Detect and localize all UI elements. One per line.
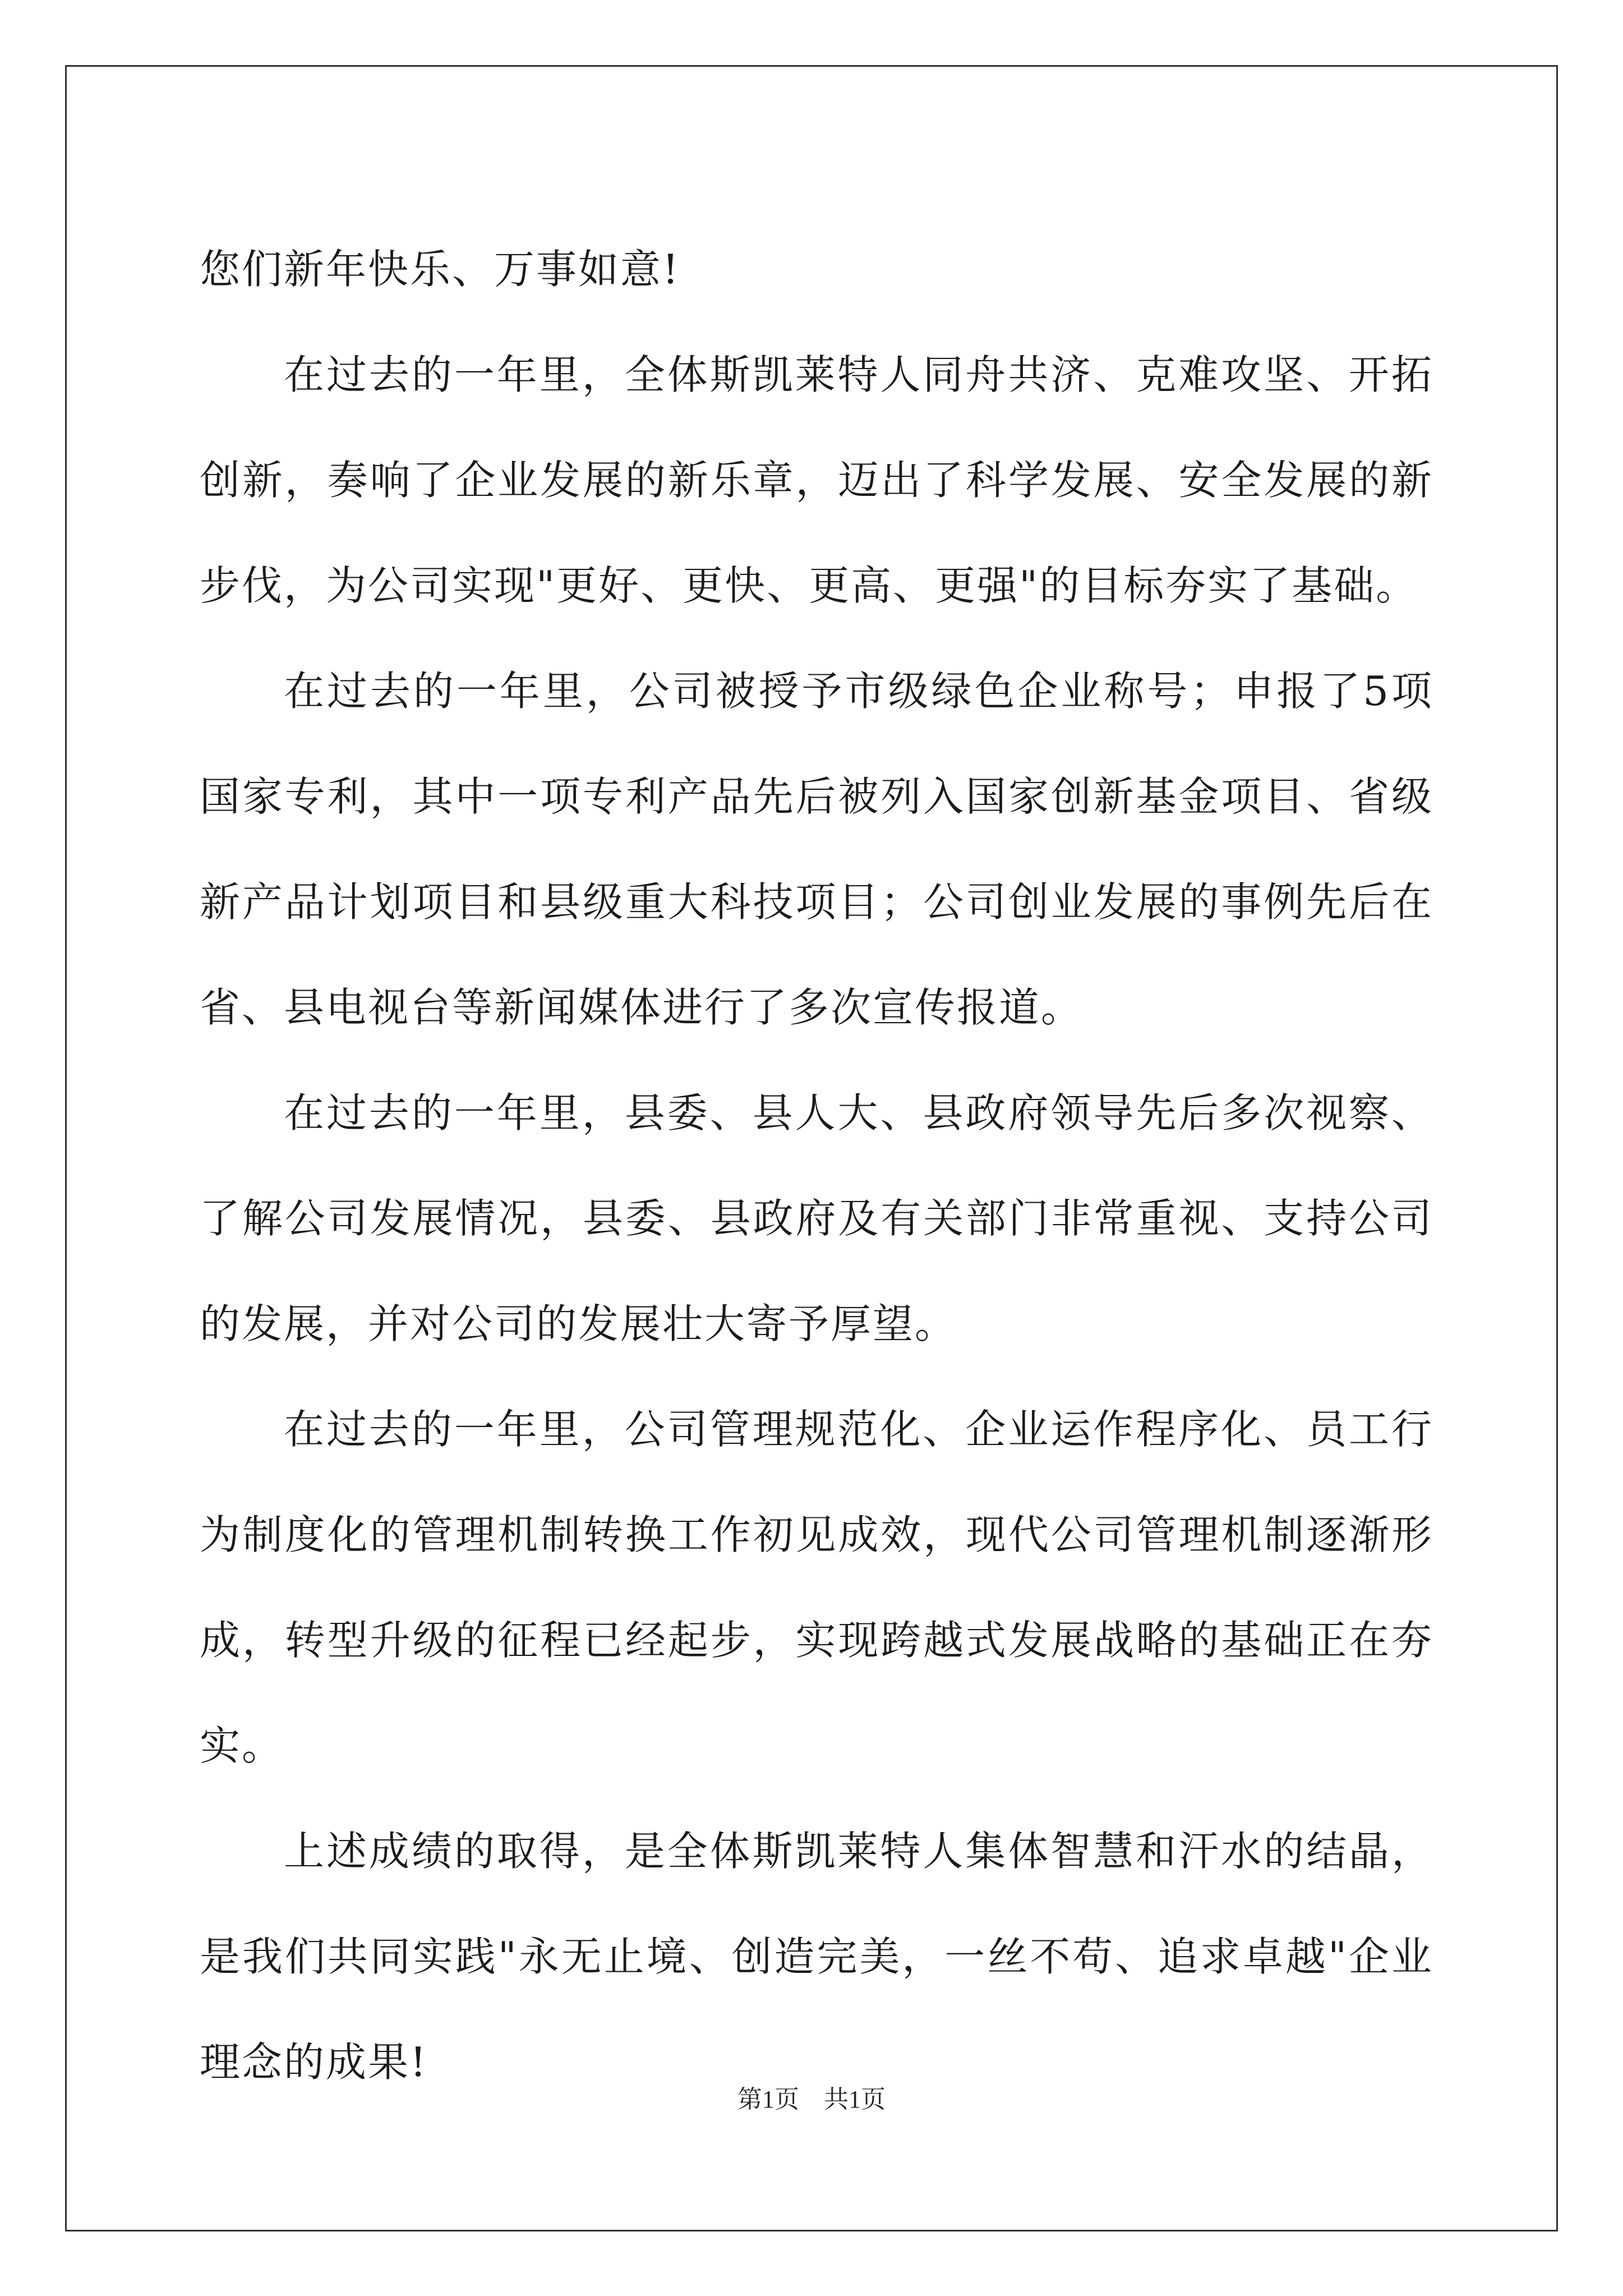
paragraph-government-support: 在过去的一年里，县委、县人大、县政府领导先后多次视察、了解公司发展情况，县委、县政府及有关部门非常重视、支持公司的发展，并对公司的发展壮大寄予厚望。	[200, 1089, 1433, 1347]
paragraph-management-reform: 在过去的一年里，公司管理规范化、企业运作程序化、员工行为制度化的管理机制转换工作初见成效，现代公司管理机制逐渐形成，转型升级的征程已经起步，实现跨越式发展战略的基础正在夯实。	[200, 1406, 1433, 1769]
document-body	[200, 217, 1433, 2115]
page-number-footer: 第1页 共1页	[737, 2086, 886, 2113]
paragraph-achievements-overview: 在过去的一年里，全体斯凯莱特人同舟共济、克难攻坚、开拓创新，奏响了企业发展的新乐章，迈出了科学发展、安全发展的新步伐，为公司实现"更好、更快、更高、更强"的目标夯实了基础。	[200, 351, 1433, 609]
paragraph-greeting: 您们新年快乐、万事如意!	[200, 246, 680, 293]
paragraph-awards-patents: 在过去的一年里，公司被授予市级绿色企业称号；申报了5项国家专利，其中一项专利产品先后被列入国家创新基金项目、省级新产品计划项目和县级重大科技项目；公司创业发展的事例先后在省、县电视台等新闻媒体进行了多次宣传报道。	[200, 668, 1433, 1031]
paragraph-conclusion: 上述成绩的取得，是全体斯凯莱特人集体智慧和汗水的结晶，是我们共同实践"永无止境、创造完美，一丝不苟、追求卓越"企业理念的成果!	[200, 1828, 1433, 2086]
